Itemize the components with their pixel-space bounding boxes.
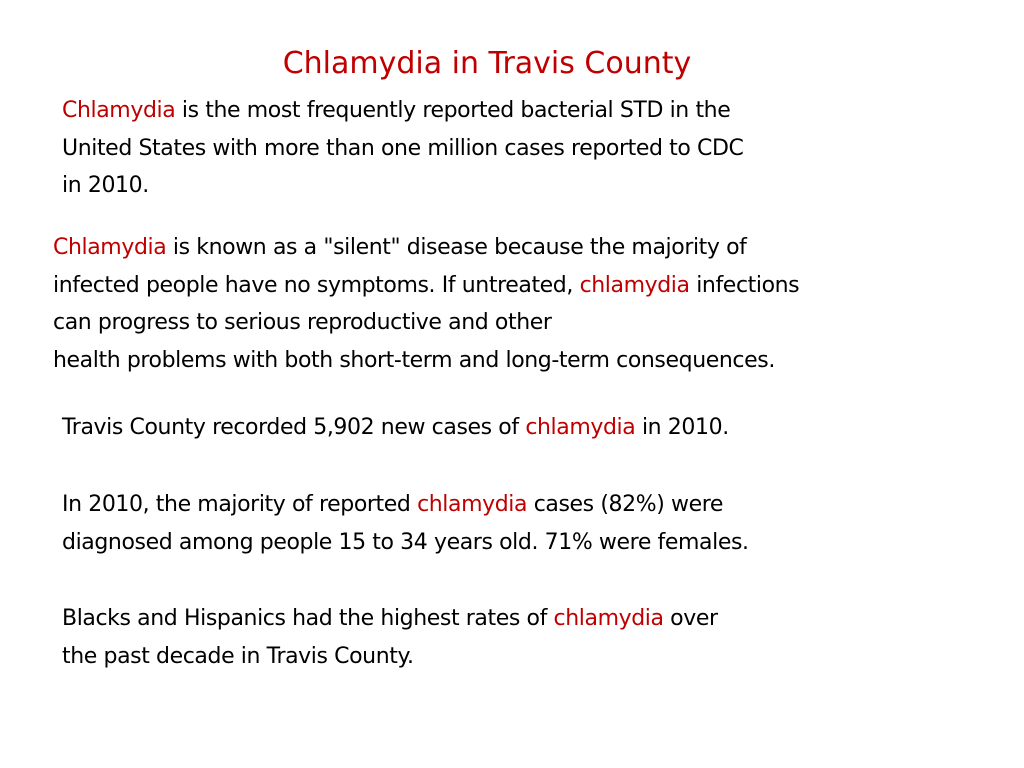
- text-span: over: [663, 606, 718, 631]
- text-line: [62, 486, 749, 524]
- paragraph-travis-cases: [62, 409, 729, 447]
- highlighted-term: chlamydia: [525, 415, 636, 440]
- highlighted-term: chlamydia: [417, 492, 528, 517]
- text-span: In 2010, the majority of reported: [62, 492, 418, 517]
- text-line: United States with more than one million cases reported to CDC: [62, 135, 744, 161]
- text-span: is the most frequently reported bacterial STD in the: [175, 98, 731, 123]
- paragraph-age-stats: [62, 486, 749, 561]
- text-span: in 2010.: [635, 415, 729, 440]
- text-span: cases (82%) were: [527, 492, 724, 517]
- text-span: Blacks and Hispanics had the highest rates of: [62, 606, 554, 631]
- text-line: [62, 409, 729, 447]
- highlighted-term: Chlamydia: [62, 98, 176, 123]
- text-line: [53, 267, 799, 305]
- text-line: can progress to serious reproductive and other: [53, 310, 552, 335]
- text-line: [53, 229, 799, 267]
- text-span: infected people have no symptoms. If untreated,: [53, 272, 580, 298]
- paragraph-rates: [62, 600, 718, 675]
- text-line: diagnosed among people 15 to 34 years old. 71% were females.: [62, 529, 749, 555]
- paragraph-silent-disease: [53, 229, 799, 379]
- text-span: infections: [689, 272, 800, 298]
- paragraph-cdc-stats: [62, 92, 743, 205]
- highlighted-term: chlamydia: [579, 272, 690, 298]
- highlighted-term: Chlamydia: [53, 235, 167, 260]
- text-span: Travis County recorded 5,902 new cases of: [62, 415, 526, 440]
- text-line: in 2010.: [62, 173, 149, 198]
- highlighted-term: chlamydia: [553, 606, 664, 631]
- text-line: health problems with both short-term and long-term consequences.: [53, 347, 775, 373]
- text-span: is known as a "silent" disease because the majority of: [166, 235, 747, 260]
- text-line: [62, 92, 743, 130]
- text-line: [62, 600, 718, 638]
- text-line: the past decade in Travis County.: [62, 643, 414, 669]
- page-title: Chlamydia in Travis County: [282, 46, 692, 81]
